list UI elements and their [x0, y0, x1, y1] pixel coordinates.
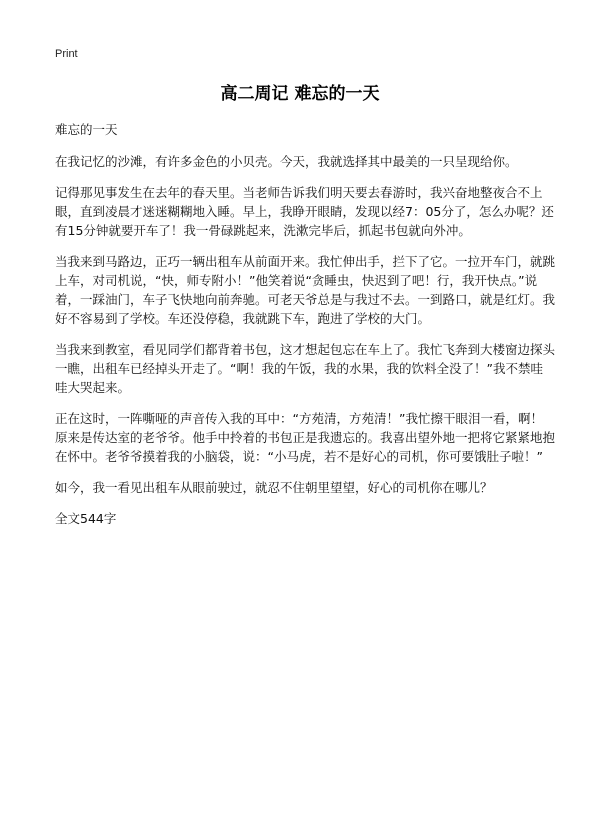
article-paragraph-2: 记得那见事发生在去年的春天里。当老师告诉我们明天要去春游时，我兴奋地整夜合不上眼，直到凌晨才迷迷糊糊地入睡。早上，我睁开眼睛，发现以经7：05分了，怎么办呢？还有15分钟就要开车了！我一骨碌跳起来，洗漱完毕后，抓起书包就向外冲。 — [55, 185, 554, 238]
article-body — [55, 120, 555, 540]
article-paragraph-3: 当我来到马路边，正巧一辆出租车从前面开来。我忙伸出手，拦下了它。一拉开车门，就跳上车，对司机说，“快，师专附小！”他笑着说“贪睡虫，快迟到了吧！行，我开快点。”说着，一踩油门，车子飞快地向前奔驰。可老天爷总是与我过不去。一到路口，就是红灯。我好不容易到了学校。车还没停稳，我就跳下车，跑进了学校的大门。 — [55, 254, 556, 326]
article-paragraph-4: 当我来到教室，看见同学们都背着书包，这才想起包忘在车上了。我忙飞奔到大楼窗边探头一瞧，出租车已经掉头开走了。“啊！我的午饭，我的水果，我的饮料全没了！”我不禁哇哇大哭起来。 — [55, 342, 556, 395]
article-subtitle: 难忘的一天 — [55, 122, 118, 137]
print-link[interactable]: Print — [55, 48, 78, 60]
page-title: 高二周记 难忘的一天 — [220, 84, 380, 104]
article-paragraph-5: 正在这时，一阵嘶哑的声音传入我的耳中：“方苑清，方苑清！”我忙擦干眼泪一看，啊！原来是传达室的老爷爷。他手中拎着的书包正是我遗忘的。我喜出望外地一把将它紧紧地抱在怀中。老爷爷摸着我的小脑袋，说：“小马虎，若不是好心的司机，你可要饿肚子啦！” — [55, 411, 556, 464]
word-count: 全文544字 — [55, 511, 117, 526]
article-paragraph-1: 在我记忆的沙滩，有许多金色的小贝壳。今天，我就选择其中最美的一只呈现给你。 — [55, 154, 518, 169]
article-paragraph-6: 如今，我一看见出租车从眼前驶过，就忍不住朝里望望，好心的司机你在哪儿？ — [55, 480, 493, 495]
